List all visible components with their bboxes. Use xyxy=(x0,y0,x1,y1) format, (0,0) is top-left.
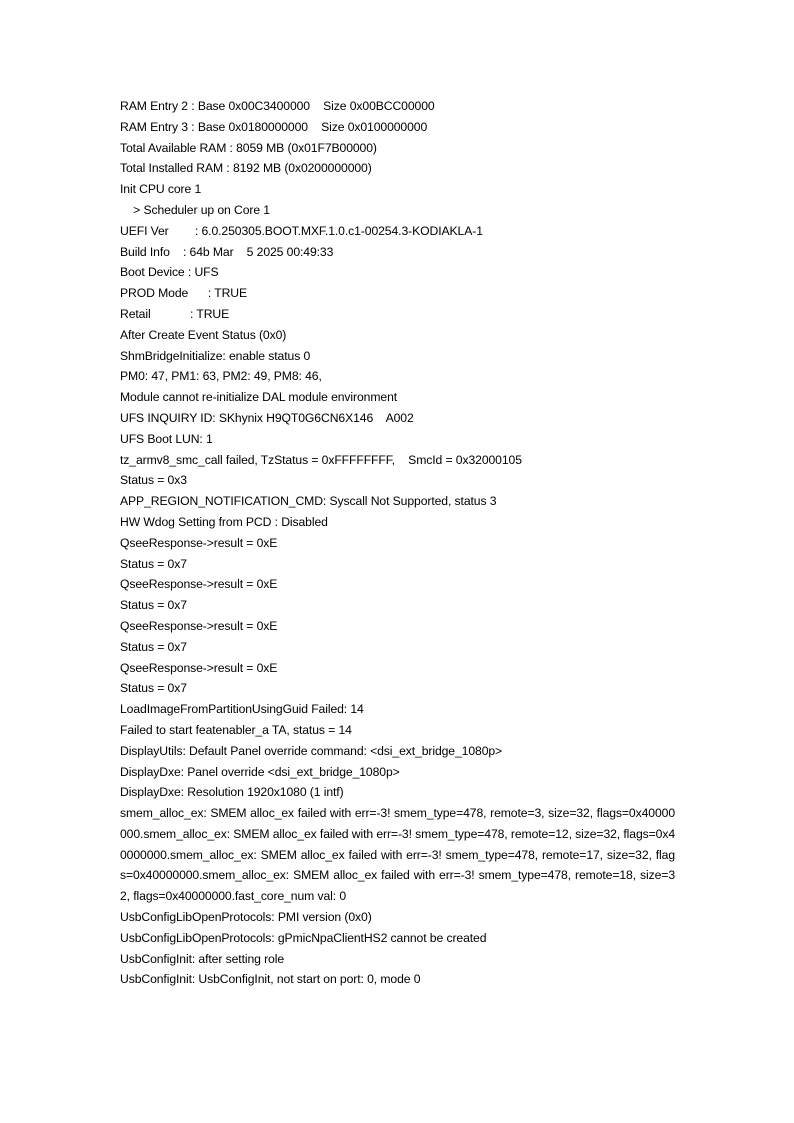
log-line: Status = 0x7 xyxy=(120,639,187,654)
log-line: APP_REGION_NOTIFICATION_CMD: Syscall Not Supported, status 3 xyxy=(120,494,497,509)
log-line: UEFI Ver : 6.0.250305.BOOT.MXF.1.0.c1-00254.3-KODIAKLA-1 xyxy=(120,223,483,238)
log-line: Boot Device : UFS xyxy=(120,265,219,280)
log-line: UsbConfigInit: after setting role xyxy=(120,951,285,966)
log-line: Failed to start featenabler_a TA, status = 14 xyxy=(120,722,352,737)
log-line: Module cannot re-initialize DAL module environment xyxy=(120,390,398,405)
log-line: PROD Mode : TRUE xyxy=(120,286,248,301)
log-line: Total Available RAM : 8059 MB (0x01F7B00000) xyxy=(120,140,377,155)
log-line: UsbConfigLibOpenProtocols: gPmicNpaClientHS2 cannot be created xyxy=(120,930,487,945)
log-line: tz_armv8_smc_call failed, TzStatus = 0xFFFFFFFF, SmcId = 0x32000105 xyxy=(120,452,522,467)
log-line: RAM Entry 2 : Base 0x00C3400000 Size 0x00BCC00000 xyxy=(120,99,435,113)
log-line: UsbConfigLibOpenProtocols: PMI version (0x0) xyxy=(120,910,372,925)
log-line: Build Info : 64b Mar 5 2025 00:49:33 xyxy=(120,244,334,259)
log-line: HW Wdog Setting from PCD : Disabled xyxy=(120,514,328,529)
log-line: QseeResponse->result = 0xE xyxy=(120,660,278,675)
document-page xyxy=(120,96,675,990)
log-line: UFS INQUIRY ID: SKhynix H9QT0G6CN6X146 A002 xyxy=(120,410,414,425)
log-line: PM0: 47, PM1: 63, PM2: 49, PM8: 46, xyxy=(120,369,322,384)
log-line: ShmBridgeInitialize: enable status 0 xyxy=(120,348,311,363)
log-line: DisplayUtils: Default Panel override command: <dsi_ext_bridge_1080p> xyxy=(120,743,503,758)
log-line: RAM Entry 3 : Base 0x0180000000 Size 0x0100000000 xyxy=(120,119,428,134)
log-line: QseeResponse->result = 0xE xyxy=(120,535,278,550)
log-line: > Scheduler up on Core 1 xyxy=(120,202,270,217)
log-line: QseeResponse->result = 0xE xyxy=(120,618,278,633)
log-line: Status = 0x7 xyxy=(120,556,187,571)
smem-log-paragraph: smem_alloc_ex: SMEM alloc_ex failed with err=-3! smem_type=478, remote=3, size=32, flags=0x40000000.smem_alloc_ex: SMEM alloc_ex failed with err=-3! smem_type=478, remote=12, size=32, flags=0x40000000.smem_alloc_ex: SMEM alloc_ex failed with err=-3! smem_type=478, remote=17, size=32, flags=0x40000000.smem_alloc_ex: SMEM alloc_ex failed with err=-3! smem_type=478, remote=18, size=32, flags=0x40000000.fast_core_num val: 0 xyxy=(120,806,675,904)
log-line: Total Installed RAM : 8192 MB (0x0200000000) xyxy=(120,161,372,176)
log-line: Retail : TRUE xyxy=(120,306,230,321)
log-line: LoadImageFromPartitionUsingGuid Failed: 14 xyxy=(120,702,364,717)
log-line: Status = 0x7 xyxy=(120,598,187,613)
log-line: UsbConfigInit: UsbConfigInit, not start on port: 0, mode 0 xyxy=(120,972,421,987)
log-line: After Create Event Status (0x0) xyxy=(120,327,287,342)
log-lines-before xyxy=(120,96,675,803)
log-lines-after xyxy=(120,907,675,990)
log-line: DisplayDxe: Resolution 1920x1080 (1 intf) xyxy=(120,785,344,800)
log-line: Status = 0x3 xyxy=(120,473,187,488)
log-line: Init CPU core 1 xyxy=(120,182,202,197)
log-line: UFS Boot LUN: 1 xyxy=(120,431,213,446)
log-line: Status = 0x7 xyxy=(120,681,187,696)
log-line: DisplayDxe: Panel override <dsi_ext_bridge_1080p> xyxy=(120,764,400,779)
log-line: QseeResponse->result = 0xE xyxy=(120,577,278,592)
